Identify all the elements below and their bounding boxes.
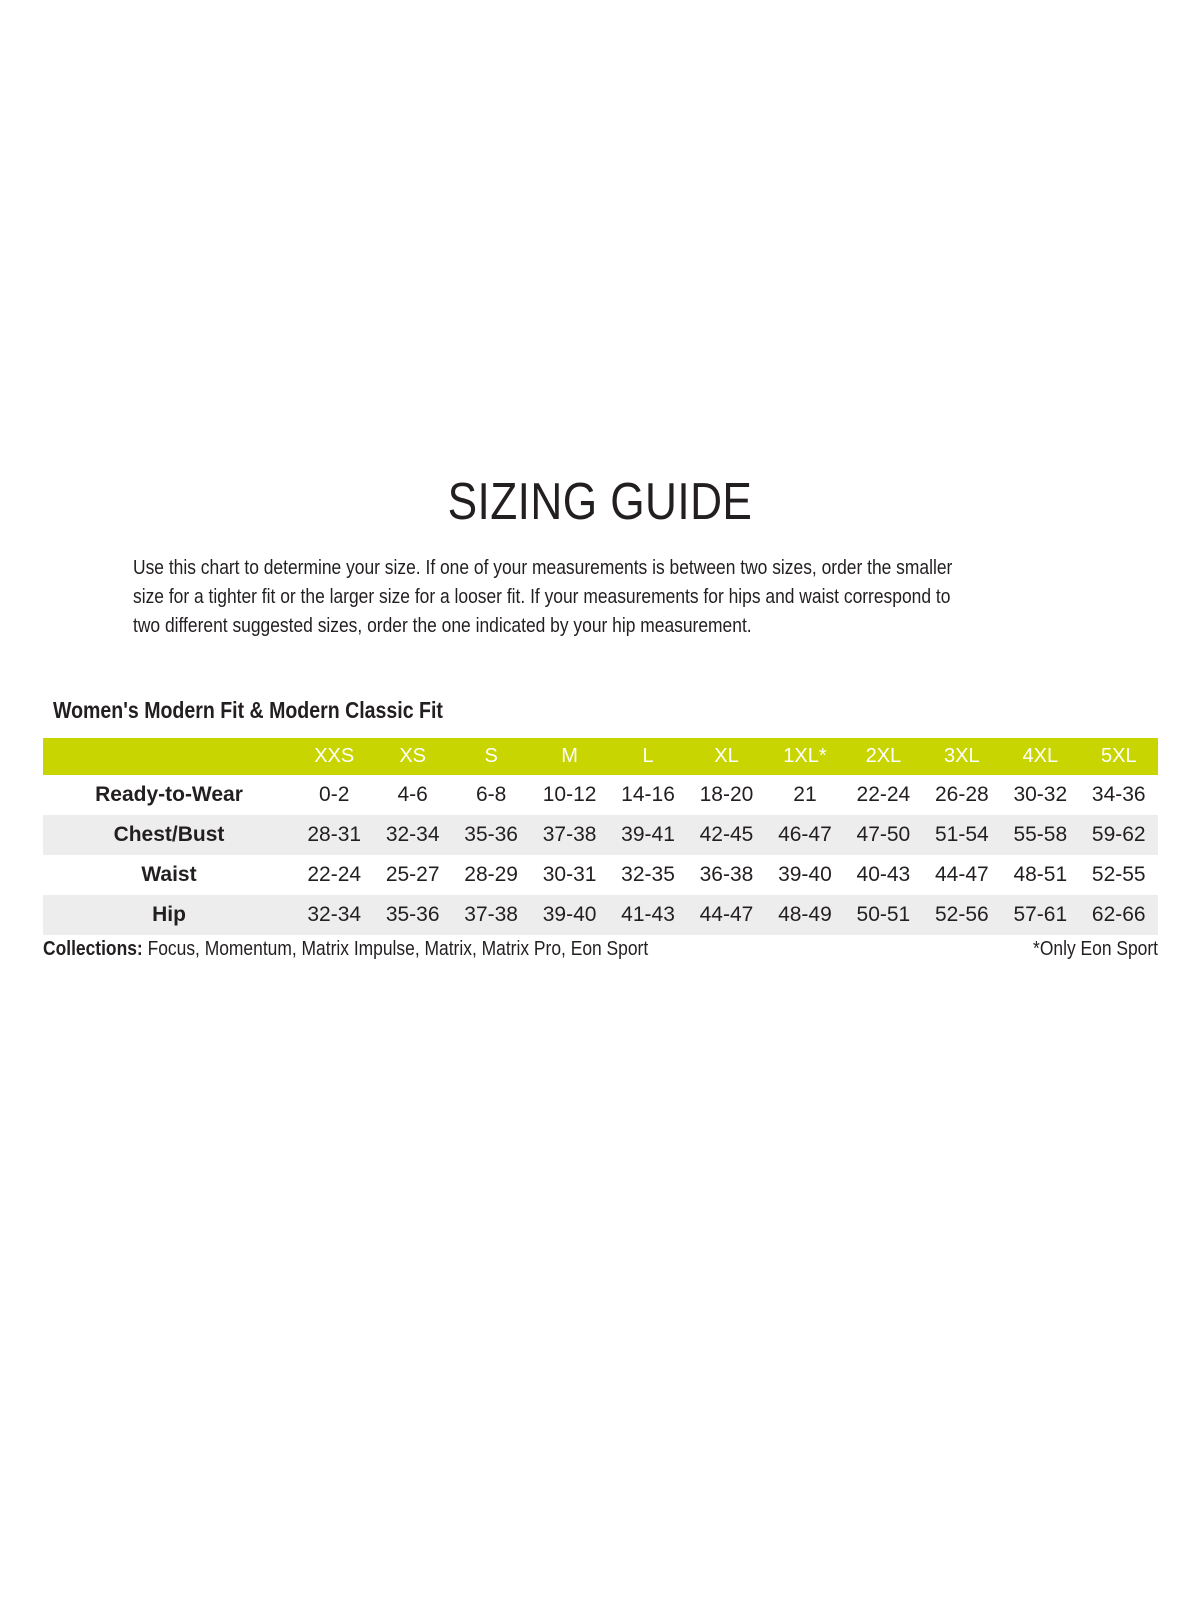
table-row (43, 895, 1158, 935)
size-value-cell: 39-40 (542, 903, 597, 926)
size-value-cell: 40-43 (856, 863, 911, 886)
size-value-cell: 21 (793, 783, 817, 806)
size-value-cell: 25-27 (385, 863, 440, 886)
size-value-cell: 46-47 (778, 823, 832, 846)
size-value-cell: 42-45 (699, 823, 754, 846)
size-column-header: XL (687, 738, 765, 775)
sizing-table (43, 738, 1158, 935)
size-value-cell: 34-36 (1091, 783, 1146, 806)
size-column-header: 3XL (923, 738, 1001, 775)
size-value-cell: 55-58 (1013, 823, 1068, 846)
size-column-header: 2XL (844, 738, 922, 775)
size-value-cell: 0-2 (319, 783, 350, 806)
size-value-cell: 39-41 (621, 823, 675, 846)
table-row (43, 815, 1158, 855)
size-value-cell: 4-6 (397, 783, 428, 806)
size-value-cell: 39-40 (778, 863, 832, 886)
size-value-cell: 51-54 (934, 823, 989, 846)
size-column-header: 4XL (1001, 738, 1079, 775)
size-value-cell: 14-16 (621, 783, 675, 806)
size-value-cell: 22-24 (856, 783, 911, 806)
row-label: Waist (141, 863, 197, 886)
size-value-cell: 57-61 (1013, 903, 1068, 926)
intro-line-1: Use this chart to determine your size. If one of your measurements is between two sizes, order the smaller (133, 556, 953, 579)
size-value-cell: 37-38 (542, 823, 597, 846)
table-corner-cell (43, 738, 295, 775)
page-title: SIZING GUIDE (447, 473, 753, 531)
size-value-cell: 52-56 (934, 903, 989, 926)
table-row (43, 855, 1158, 895)
size-column-header: XXS (295, 738, 373, 775)
size-value-cell: 30-32 (1013, 783, 1068, 806)
size-column-header: M (530, 738, 608, 775)
size-column-header: 5XL (1080, 738, 1158, 775)
size-value-cell: 32-35 (621, 863, 675, 886)
size-value-cell: 28-29 (464, 863, 518, 886)
row-label: Hip (152, 903, 186, 926)
size-column-header: S (452, 738, 530, 775)
size-value-cell: 52-55 (1091, 863, 1146, 886)
size-value-cell: 32-34 (385, 823, 440, 846)
size-value-cell: 62-66 (1091, 903, 1146, 926)
size-column-header: 1XL* (766, 738, 844, 775)
section-title: Women's Modern Fit & Modern Classic Fit (53, 697, 443, 723)
collections-list: Focus, Momentum, Matrix Impulse, Matrix, Matrix Pro, Eon Sport (147, 937, 649, 960)
size-value-cell: 59-62 (1091, 823, 1146, 846)
size-value-cell: 35-36 (385, 903, 440, 926)
size-value-cell: 48-49 (778, 903, 832, 926)
size-value-cell: 50-51 (856, 903, 911, 926)
table-row (43, 775, 1158, 815)
size-value-cell: 37-38 (464, 903, 518, 926)
size-value-cell: 36-38 (699, 863, 754, 886)
row-label: Ready-to-Wear (95, 783, 243, 806)
size-value-cell: 22-24 (307, 863, 362, 886)
intro-paragraph (133, 553, 952, 640)
asterisk-footnote: *Only Eon Sport (1033, 937, 1158, 960)
size-value-cell: 26-28 (934, 783, 989, 806)
sizing-table-body (43, 775, 1158, 935)
size-value-cell: 6-8 (475, 783, 507, 806)
size-value-cell: 48-51 (1013, 863, 1068, 886)
intro-line-2: size for a tighter fit or the larger size for a looser fit. If your measurements for hips and waist correspond to (133, 585, 951, 608)
collections-note (43, 936, 648, 962)
size-value-cell: 28-31 (307, 823, 362, 846)
size-value-cell: 10-12 (542, 783, 597, 806)
size-value-cell: 18-20 (699, 783, 754, 806)
size-value-cell: 30-31 (542, 863, 597, 886)
size-value-cell: 41-43 (621, 903, 675, 926)
size-value-cell: 44-47 (699, 903, 754, 926)
intro-line-3: two different suggested sizes, order the one indicated by your hip measurement. (133, 614, 752, 637)
size-value-cell: 44-47 (934, 863, 989, 886)
size-column-header: L (609, 738, 687, 775)
size-header-row (43, 738, 1158, 775)
row-label: Chest/Bust (113, 823, 225, 846)
collections-label: Collections: (43, 937, 143, 960)
size-value-cell: 32-34 (307, 903, 362, 926)
size-value-cell: 35-36 (464, 823, 518, 846)
size-value-cell: 47-50 (856, 823, 911, 846)
size-column-header: XS (373, 738, 451, 775)
table-footnotes (43, 936, 1158, 964)
